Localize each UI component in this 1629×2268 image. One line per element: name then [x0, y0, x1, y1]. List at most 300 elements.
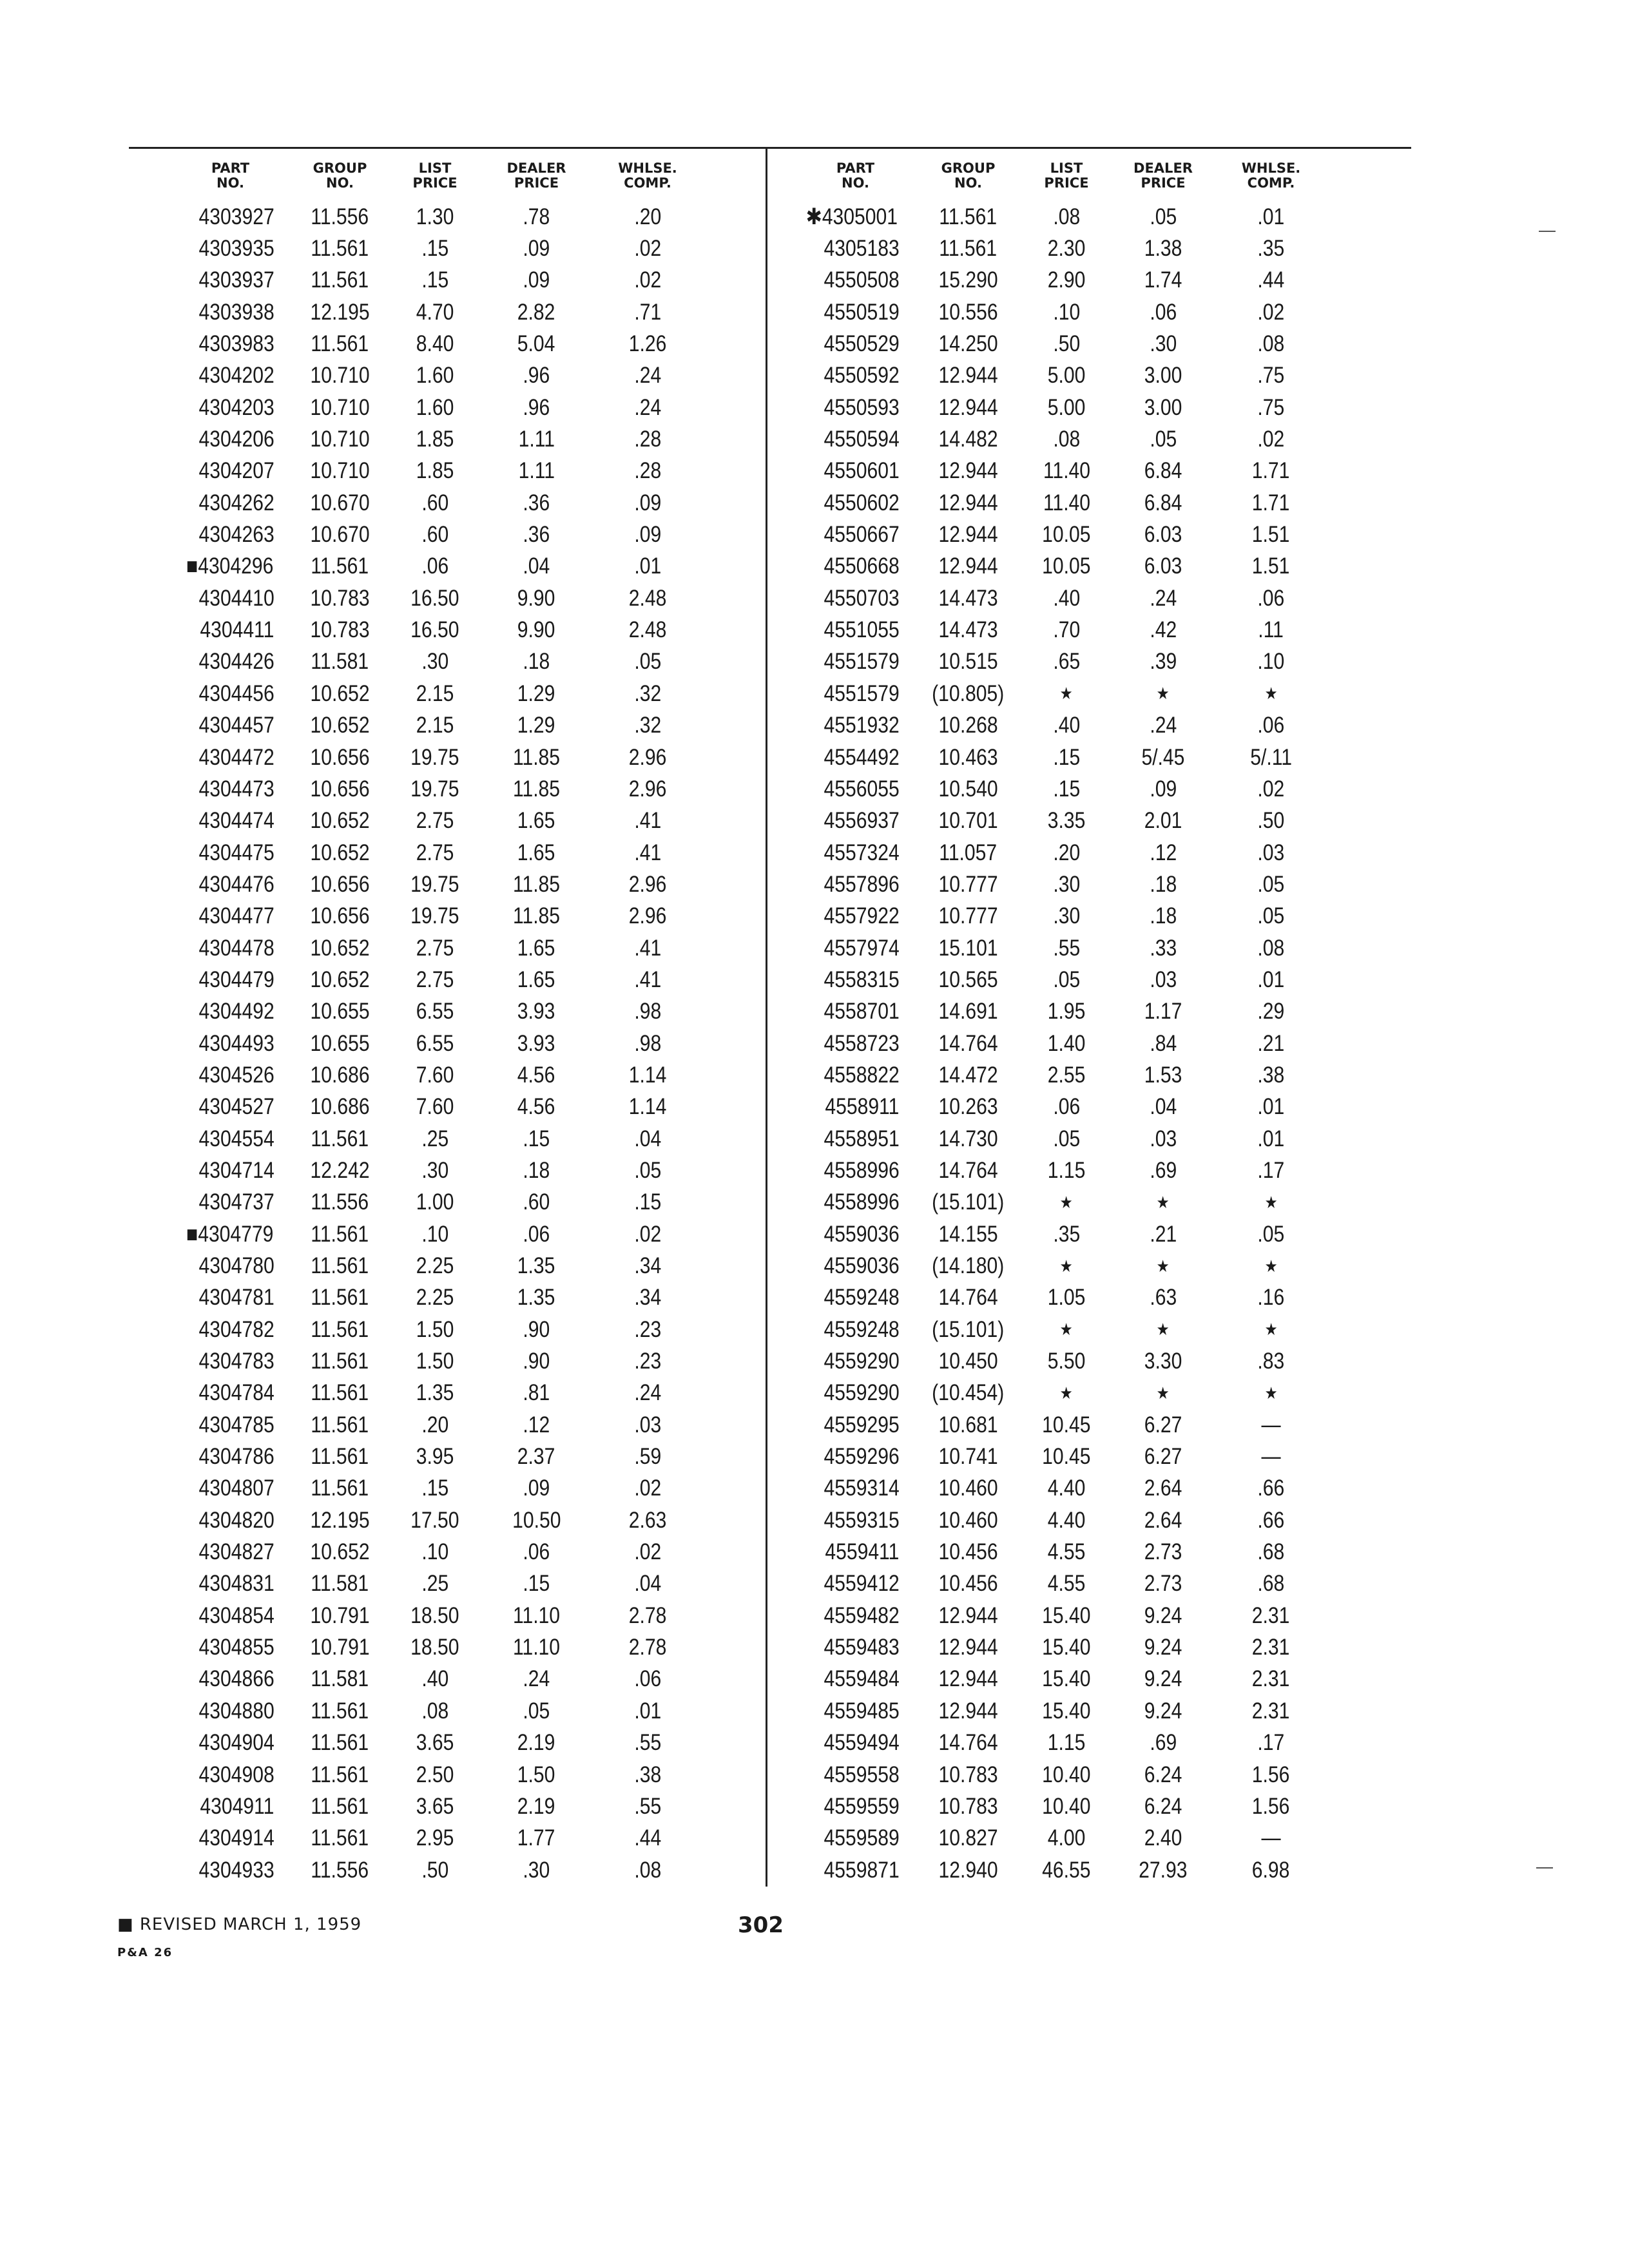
- group-no: 10.783: [938, 1793, 998, 1819]
- group-no: 11.561: [311, 1126, 369, 1151]
- group-no-cell: [912, 1666, 1025, 1692]
- whlse-comp-cell: [596, 1825, 699, 1851]
- list-price: .15: [1053, 776, 1080, 802]
- part-no: 4559314: [824, 1475, 900, 1501]
- dealer-price-cell: [1108, 1858, 1218, 1883]
- group-no-cell: [912, 586, 1025, 611]
- dealer-price: .12: [1150, 840, 1177, 865]
- page-number: 302: [738, 1912, 784, 1938]
- dealer-price: 1.35: [517, 1285, 555, 1311]
- part-no-cell: [799, 1698, 912, 1724]
- table-row: [174, 328, 699, 360]
- list-price: 2.75: [416, 840, 454, 865]
- list-price: 11.40: [1043, 490, 1090, 515]
- whlse-comp: .01: [1257, 1126, 1285, 1151]
- dealer-price: 1.74: [1144, 267, 1182, 293]
- whlse-comp-cell: [596, 331, 699, 357]
- whlse-comp-cell: [596, 1858, 699, 1883]
- whlse-comp-cell: [1218, 1794, 1324, 1820]
- part-no-cell: [799, 936, 912, 961]
- group-no-cell: [287, 522, 393, 548]
- dealer-price: .09: [523, 236, 550, 262]
- dealer-price: 2.73: [1144, 1571, 1182, 1597]
- whlse-comp-cell: [1218, 1158, 1324, 1184]
- whlse-comp: .06: [1257, 585, 1285, 611]
- list-price: 10.45: [1042, 1412, 1091, 1437]
- table-row: [174, 423, 699, 455]
- dealer-price: 3.00: [1144, 363, 1182, 389]
- group-no-cell: [912, 1158, 1025, 1184]
- part-no-cell: [174, 1062, 287, 1088]
- whlse-comp: .55: [634, 1730, 661, 1756]
- part-no: 4304477: [198, 903, 275, 929]
- group-no-cell: [287, 1603, 393, 1629]
- group-no: 12.195: [310, 1507, 370, 1533]
- group-no-cell: [287, 1762, 393, 1788]
- group-no: 11.057: [939, 840, 998, 865]
- part-no: 4304457: [198, 713, 275, 738]
- table-row: [799, 614, 1324, 646]
- part-no: 4304911: [200, 1793, 275, 1819]
- dealer-price-cell: [477, 1666, 596, 1692]
- part-no-cell: [174, 1666, 287, 1692]
- list-price: .08: [1053, 427, 1080, 452]
- list-price-cell: [1025, 872, 1108, 898]
- list-price: .06: [421, 553, 448, 579]
- group-no-cell: [912, 395, 1025, 421]
- list-price-cell: [393, 395, 477, 421]
- dealer-price: 4.56: [517, 1094, 555, 1120]
- part-no: 4304781: [198, 1285, 275, 1311]
- list-price-cell: [1025, 395, 1108, 421]
- table-row: [174, 1568, 699, 1600]
- table-row: [799, 1631, 1324, 1663]
- whlse-comp: .32: [634, 680, 661, 706]
- part-no-cell: [174, 681, 287, 707]
- dealer-price-cell: [477, 1253, 596, 1279]
- dealer-price-cell: [477, 903, 596, 929]
- part-no: 4556055: [824, 776, 900, 802]
- list-price: .06: [1053, 1094, 1080, 1120]
- part-no-cell: [799, 586, 912, 611]
- list-price: 10.40: [1042, 1793, 1091, 1819]
- dealer-price: 1.65: [517, 808, 555, 834]
- dealer-price-cell: [477, 1858, 596, 1883]
- list-price: 1.85: [416, 458, 454, 484]
- whlse-comp: .55: [634, 1793, 661, 1819]
- dealer-price: ★: [1156, 1256, 1170, 1276]
- dealer-price: ★: [1156, 1320, 1170, 1340]
- dealer-price: 1.38: [1144, 236, 1182, 262]
- table-row: [799, 1727, 1324, 1759]
- list-price-cell: [393, 331, 477, 357]
- group-no: 11.561: [939, 204, 998, 229]
- whlse-comp: .29: [1257, 999, 1285, 1024]
- list-price-cell: [393, 363, 477, 389]
- whlse-comp-cell: [596, 363, 699, 389]
- whlse-comp-cell: [1218, 490, 1324, 516]
- dealer-price: .05: [1150, 204, 1177, 229]
- list-price: 19.75: [410, 903, 459, 929]
- part-no: 4558315: [824, 966, 900, 992]
- part-no: 4304855: [198, 1635, 275, 1660]
- dealer-price: 6.84: [1144, 458, 1182, 484]
- dealer-price-cell: [1108, 1603, 1218, 1629]
- dealer-price-cell: [477, 808, 596, 834]
- group-no-cell: [287, 713, 393, 738]
- group-no-cell: [287, 1571, 393, 1597]
- dealer-price-cell: [477, 1730, 596, 1756]
- list-price-cell: [1025, 1539, 1108, 1565]
- list-price-cell: [393, 458, 477, 484]
- table-row: [799, 1823, 1324, 1854]
- list-price: 4.70: [416, 299, 454, 325]
- group-no-cell: [912, 1062, 1025, 1088]
- list-price-cell: [393, 776, 477, 802]
- dealer-price-cell: [1108, 1320, 1218, 1340]
- whlse-comp: .03: [1257, 840, 1285, 865]
- group-no-cell: [287, 1730, 393, 1756]
- list-price-cell: [1025, 236, 1108, 262]
- whlse-comp: .75: [1257, 363, 1285, 389]
- table-row: [174, 360, 699, 392]
- dealer-price-cell: [477, 363, 596, 389]
- list-price-cell: [1025, 1256, 1108, 1276]
- group-no-cell: [287, 1094, 393, 1120]
- part-no-cell: [799, 713, 912, 738]
- dealer-price-cell: [1108, 1412, 1218, 1438]
- group-no-cell: [287, 1380, 393, 1406]
- part-no-cell: [799, 1158, 912, 1184]
- group-no: 11.561: [311, 1221, 369, 1247]
- dealer-price-cell: [477, 1698, 596, 1724]
- table-row: [799, 1600, 1324, 1631]
- whlse-comp-cell: [596, 776, 699, 802]
- margin-mark: [1539, 231, 1556, 232]
- dealer-price-cell: [477, 1762, 596, 1788]
- part-no-cell: [174, 1031, 287, 1057]
- list-price: .08: [421, 1698, 448, 1724]
- list-price-cell: [393, 300, 477, 325]
- group-no: 12.195: [310, 299, 370, 325]
- group-no: 11.561: [311, 553, 369, 579]
- table-row: [174, 1250, 699, 1282]
- whlse-comp: .34: [634, 1285, 661, 1311]
- dealer-price-cell: [1108, 1444, 1218, 1470]
- list-price-cell: [1025, 300, 1108, 325]
- group-no-cell: [912, 1539, 1025, 1565]
- whlse-comp: .16: [1257, 1285, 1285, 1311]
- whlse-comp: 2.48: [628, 617, 667, 643]
- table-row: [799, 1250, 1324, 1282]
- group-no-cell: [287, 872, 393, 898]
- dealer-price: 1.65: [517, 840, 555, 865]
- dealer-price-cell: [477, 204, 596, 230]
- group-no: 10.710: [310, 363, 370, 389]
- whlse-comp-cell: [1218, 300, 1324, 325]
- list-price-cell: [393, 1126, 477, 1152]
- list-price-cell: [1025, 649, 1108, 675]
- whlse-comp-cell: [596, 1253, 699, 1279]
- whlse-comp-cell: [596, 267, 699, 293]
- group-no-cell: [287, 300, 393, 325]
- part-no-cell: [174, 1539, 287, 1565]
- list-price: 1.15: [1047, 1730, 1086, 1756]
- part-no-cell: [174, 1253, 287, 1279]
- group-no: 12.944: [938, 490, 998, 515]
- table-row: [799, 1441, 1324, 1472]
- whlse-comp: 2.96: [628, 744, 667, 770]
- part-no-cell: [799, 236, 912, 262]
- whlse-comp: .02: [634, 1539, 661, 1565]
- list-price: .40: [421, 1666, 448, 1692]
- part-no-cell: [799, 999, 912, 1024]
- part-no-cell: [799, 745, 912, 771]
- group-no: 10.460: [938, 1507, 998, 1533]
- group-no-cell: [912, 903, 1025, 929]
- dealer-price: .04: [1150, 1094, 1177, 1120]
- group-no: 14.764: [938, 1730, 998, 1756]
- dealer-price: 2.37: [517, 1444, 555, 1470]
- dealer-price-cell: [1108, 649, 1218, 675]
- table-row: [174, 1409, 699, 1441]
- part-no: ■4304779: [186, 1221, 273, 1247]
- list-price: .40: [1053, 585, 1080, 611]
- part-no-cell: [799, 204, 912, 230]
- dealer-price: 1.35: [517, 1253, 555, 1279]
- list-price-cell: [1025, 1094, 1108, 1120]
- part-no: 4304426: [198, 649, 275, 675]
- table-row: [799, 1218, 1324, 1250]
- dealer-price-cell: [1108, 617, 1218, 643]
- table-row: [799, 1854, 1324, 1886]
- group-no-cell: [287, 490, 393, 516]
- list-price: .50: [1053, 331, 1080, 357]
- part-no: 4550703: [824, 585, 900, 611]
- part-no: 4554492: [824, 744, 900, 770]
- group-no-cell: [912, 1412, 1025, 1438]
- part-no-cell: [174, 872, 287, 898]
- whlse-comp-cell: [596, 1158, 699, 1184]
- list-price: 1.30: [416, 204, 454, 229]
- group-no-cell: [912, 363, 1025, 389]
- group-no: 14.482: [938, 427, 998, 452]
- group-no: 10.783: [310, 617, 370, 643]
- part-no: 4550592: [824, 363, 900, 389]
- list-price: 15.40: [1042, 1666, 1091, 1692]
- list-price: ★: [1059, 1383, 1074, 1403]
- list-price-cell: [393, 553, 477, 579]
- whlse-comp-cell: [1218, 684, 1324, 704]
- group-no: 11.561: [311, 1825, 369, 1851]
- list-price: .40: [1053, 713, 1080, 738]
- table-row: [799, 519, 1324, 550]
- whlse-comp-cell: [1218, 236, 1324, 262]
- list-price-cell: [1025, 1571, 1108, 1597]
- dealer-price-cell: [477, 1158, 596, 1184]
- group-no: (10.454): [932, 1380, 1005, 1406]
- list-price-cell: [393, 427, 477, 452]
- dealer-price-cell: [1108, 999, 1218, 1024]
- table-row: [799, 423, 1324, 455]
- list-price-cell: [393, 1794, 477, 1820]
- dealer-price-cell: [1108, 300, 1218, 325]
- group-no-cell: [912, 1603, 1025, 1629]
- whlse-comp: .03: [634, 1412, 661, 1437]
- whlse-comp-cell: [596, 1508, 699, 1533]
- whlse-comp: .02: [1257, 427, 1285, 452]
- part-no: 4304786: [198, 1444, 275, 1470]
- list-price: ★: [1059, 1320, 1074, 1340]
- dealer-price: .90: [523, 1349, 550, 1374]
- whlse-comp-cell: [596, 1189, 699, 1215]
- part-no-cell: [174, 1603, 287, 1629]
- whlse-comp: ★: [1264, 684, 1278, 704]
- list-price-cell: [1025, 967, 1108, 993]
- group-no-cell: [287, 1126, 393, 1152]
- group-no-cell: [287, 1062, 393, 1088]
- whlse-comp: .68: [1257, 1571, 1285, 1597]
- dealer-price-cell: [1108, 458, 1218, 484]
- whlse-comp: .24: [634, 363, 661, 389]
- dealer-price: ★: [1156, 1383, 1170, 1403]
- dealer-price: .15: [523, 1571, 550, 1597]
- list-price-cell: [393, 1635, 477, 1660]
- whlse-comp-cell: [1218, 999, 1324, 1024]
- dealer-price: .36: [523, 490, 550, 515]
- part-no: 4304472: [198, 744, 275, 770]
- part-no-cell: [799, 1635, 912, 1660]
- whlse-comp: 1.71: [1252, 490, 1290, 515]
- table-row: [799, 773, 1324, 805]
- whlse-comp-cell: [596, 1794, 699, 1820]
- list-price: 18.50: [410, 1635, 459, 1660]
- part-no: 4559589: [824, 1825, 900, 1851]
- table-row: [174, 582, 699, 614]
- whlse-comp-cell: [1218, 617, 1324, 643]
- group-no: 10.450: [938, 1349, 998, 1374]
- part-no: 4304914: [198, 1825, 275, 1851]
- list-price: 5.50: [1047, 1349, 1086, 1374]
- group-no: 10.655: [310, 999, 370, 1024]
- group-no-cell: [912, 267, 1025, 293]
- dealer-price-cell: [477, 1189, 596, 1215]
- whlse-comp-cell: [596, 1285, 699, 1311]
- dealer-price-cell: [1108, 427, 1218, 452]
- part-no: 4304202: [198, 363, 275, 389]
- table-row: [174, 392, 699, 423]
- dealer-price: 1.53: [1144, 1062, 1182, 1088]
- list-price: 6.55: [416, 999, 454, 1024]
- part-no: 4557974: [824, 935, 900, 961]
- whlse-comp-cell: [596, 1062, 699, 1088]
- whlse-comp-cell: [596, 649, 699, 675]
- whlse-comp-cell: [1218, 1666, 1324, 1692]
- table-row: [174, 678, 699, 709]
- group-no-cell: [287, 649, 393, 675]
- dealer-price: 3.93: [517, 999, 555, 1024]
- whlse-comp: .05: [1257, 871, 1285, 897]
- list-price-cell: [393, 1094, 477, 1120]
- whlse-comp: .75: [1257, 394, 1285, 420]
- whlse-comp-cell: [1218, 1539, 1324, 1565]
- list-price-cell: [1025, 1062, 1108, 1088]
- dealer-price: 2.64: [1144, 1475, 1182, 1501]
- list-price-cell: [1025, 204, 1108, 230]
- table-row: [799, 678, 1324, 709]
- list-price: .15: [1053, 744, 1080, 770]
- list-price-cell: [393, 522, 477, 548]
- part-no-cell: [799, 490, 912, 516]
- dealer-price: .06: [523, 1539, 550, 1565]
- list-price: 1.05: [1047, 1285, 1086, 1311]
- group-no-cell: [287, 458, 393, 484]
- list-price-cell: [393, 681, 477, 707]
- whlse-comp-cell: [596, 553, 699, 579]
- list-price-cell: [393, 1730, 477, 1756]
- whlse-comp-cell: [596, 458, 699, 484]
- whlse-comp: .01: [1257, 204, 1285, 229]
- part-no-cell: [799, 522, 912, 548]
- part-no: 4559411: [825, 1539, 900, 1565]
- whlse-comp: 5/.11: [1250, 744, 1292, 770]
- part-no-cell: [174, 586, 287, 611]
- dealer-price: 2.40: [1144, 1825, 1182, 1851]
- part-no: 4304827: [198, 1539, 275, 1565]
- dealer-price: 6.27: [1144, 1444, 1182, 1470]
- whlse-comp: .02: [634, 236, 661, 262]
- part-no: 4304456: [198, 680, 275, 706]
- part-no-cell: [174, 236, 287, 262]
- group-no-cell: [287, 1444, 393, 1470]
- group-no: 10.268: [938, 713, 998, 738]
- group-no: 10.460: [938, 1475, 998, 1501]
- group-no: 10.710: [310, 427, 370, 452]
- table-body: [799, 201, 1324, 1886]
- group-no-cell: [912, 522, 1025, 548]
- group-no-cell: [912, 427, 1025, 452]
- table-row: [799, 837, 1324, 869]
- table-row: [799, 1345, 1324, 1377]
- whlse-comp: ★: [1264, 1383, 1278, 1403]
- table-row: [799, 964, 1324, 995]
- list-price: 6.55: [416, 1030, 454, 1056]
- group-no-cell: [287, 395, 393, 421]
- whlse-comp: .15: [634, 1189, 661, 1215]
- whlse-comp: .09: [634, 490, 661, 515]
- part-no: 4559296: [824, 1444, 900, 1470]
- part-no-cell: [174, 1508, 287, 1533]
- list-price-cell: [393, 903, 477, 929]
- table-row: [174, 1664, 699, 1695]
- whlse-comp-cell: [1218, 1285, 1324, 1311]
- whlse-comp-cell: [596, 1539, 699, 1565]
- dealer-price-cell: [1108, 1256, 1218, 1276]
- group-no-cell: [287, 1158, 393, 1184]
- group-no-cell: [287, 1666, 393, 1692]
- whlse-comp: .09: [634, 522, 661, 548]
- part-no: 4304904: [198, 1730, 275, 1756]
- list-price-cell: [1025, 1383, 1108, 1403]
- dealer-price: 9.24: [1144, 1666, 1182, 1692]
- whlse-comp: 1.14: [628, 1062, 667, 1088]
- table-row: [799, 201, 1324, 233]
- list-price: 3.95: [416, 1444, 454, 1470]
- whlse-comp: .10: [1257, 649, 1285, 675]
- whlse-comp-cell: [1218, 840, 1324, 866]
- group-no: (15.101): [932, 1316, 1005, 1342]
- dealer-price-cell: [1108, 745, 1218, 771]
